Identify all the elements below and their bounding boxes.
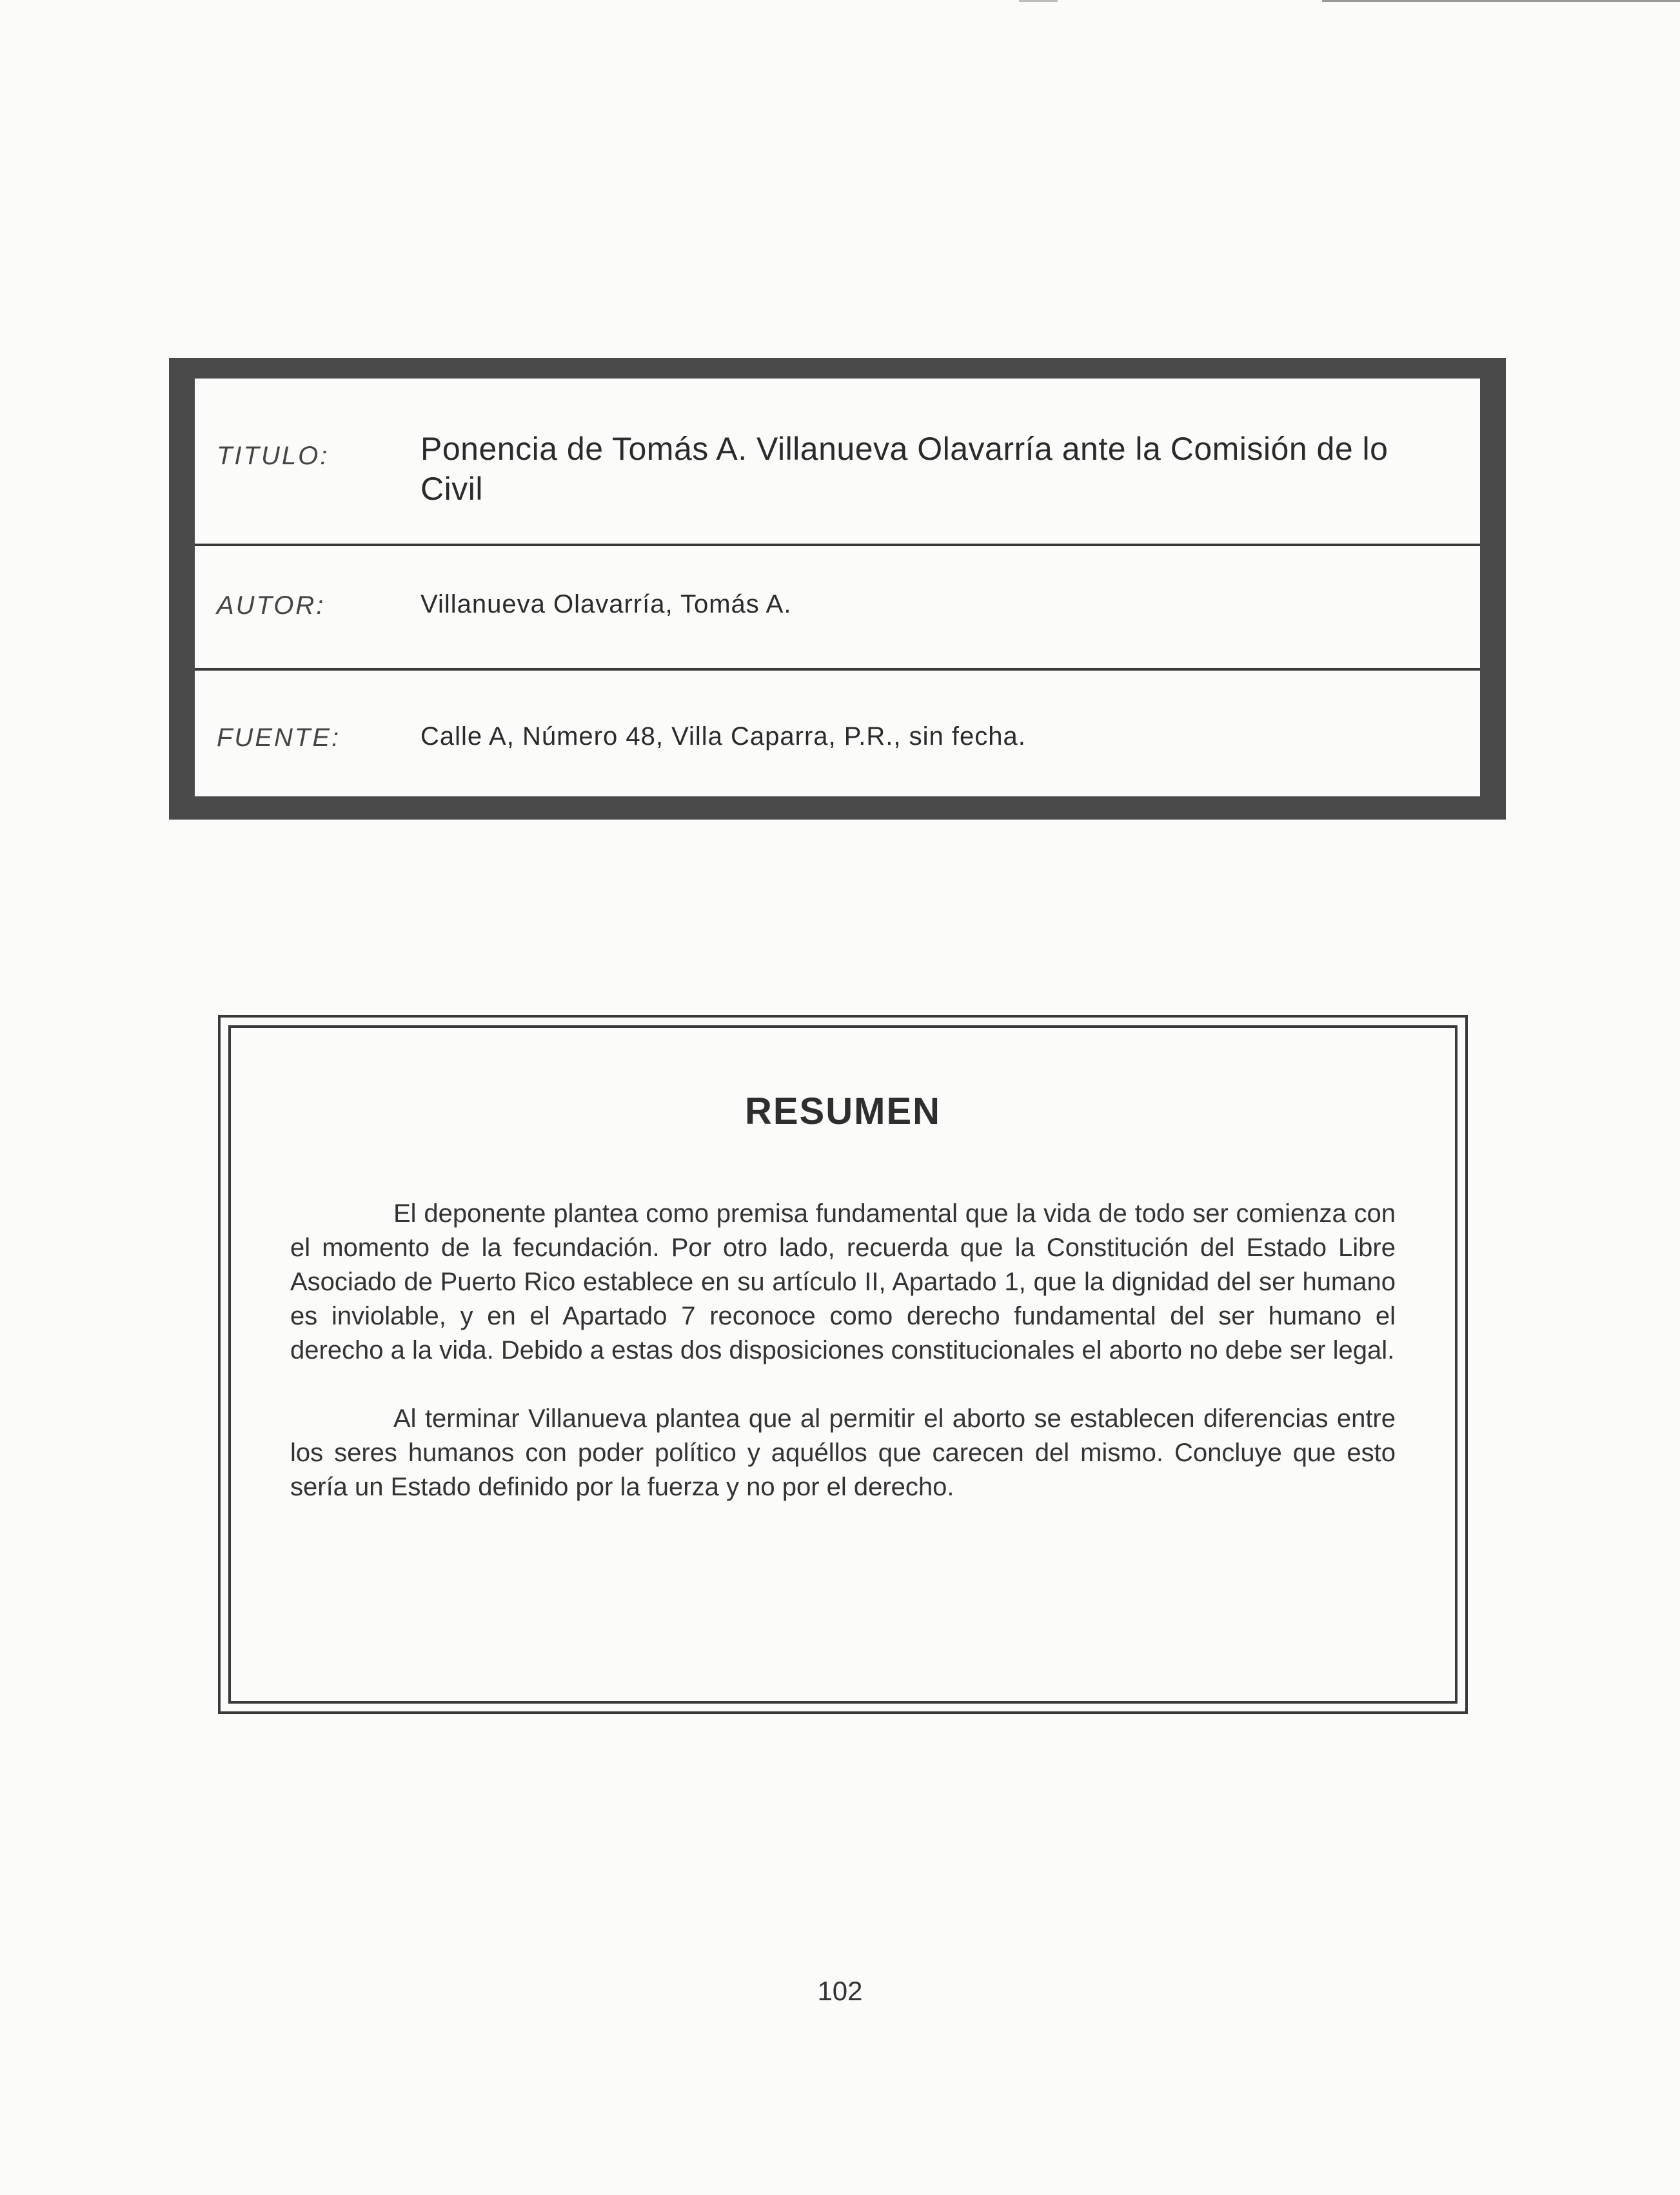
resumen-paragraph: Al terminar Villanueva plantea que al permitir el aborto se establecen diferencias entre los seres humanos con poder político y aquéllos que carecen del mismo. Concluye que esto sería un Estado definido por la fuerza y no por el derecho.: [290, 1404, 1396, 1501]
autor-label: AUTOR:: [217, 591, 326, 620]
titulo-row: [195, 379, 1480, 546]
fuente-row: [195, 671, 1480, 796]
metadata-card: [169, 358, 1506, 820]
titulo-value: Ponencia de Tomás A. Villanueva Olavarría ante la Comisión de lo Civil: [420, 431, 1388, 507]
scan-edge-line: [1322, 0, 1680, 2]
titulo-label: TITULO:: [217, 442, 330, 470]
metadata-card-inner: [195, 379, 1480, 796]
resumen-card: [218, 1015, 1468, 1714]
page-number: 102: [817, 1976, 863, 2006]
scan-edge-line: [1019, 0, 1058, 2]
fuente-label: FUENTE:: [217, 723, 341, 752]
fuente-value: Calle A, Número 48, Villa Caparra, P.R., sin fecha.: [420, 722, 1026, 751]
autor-value: Villanueva Olavarría, Tomás A.: [420, 590, 792, 618]
resumen-paragraph: El deponente plantea como premisa fundamental que la vida de todo ser comienza con el momento de la fecundación. Por otro lado, recuerda que la Constitución del Estado Libre Asociado de Puerto Rico establece en su artículo II, Apartado 1, que la dignidad del ser humano es inviolable, y en el Apartado 7 reconoce como derecho fundamental del ser humano el derecho a la vida. Debido a estas dos disposiciones constitucionales el aborto no debe ser legal.: [290, 1199, 1396, 1364]
autor-row: [195, 546, 1480, 671]
resumen-title: RESUMEN: [744, 1090, 942, 1132]
resumen-card-inner: [228, 1025, 1458, 1704]
resumen-body: [290, 1197, 1396, 1539]
